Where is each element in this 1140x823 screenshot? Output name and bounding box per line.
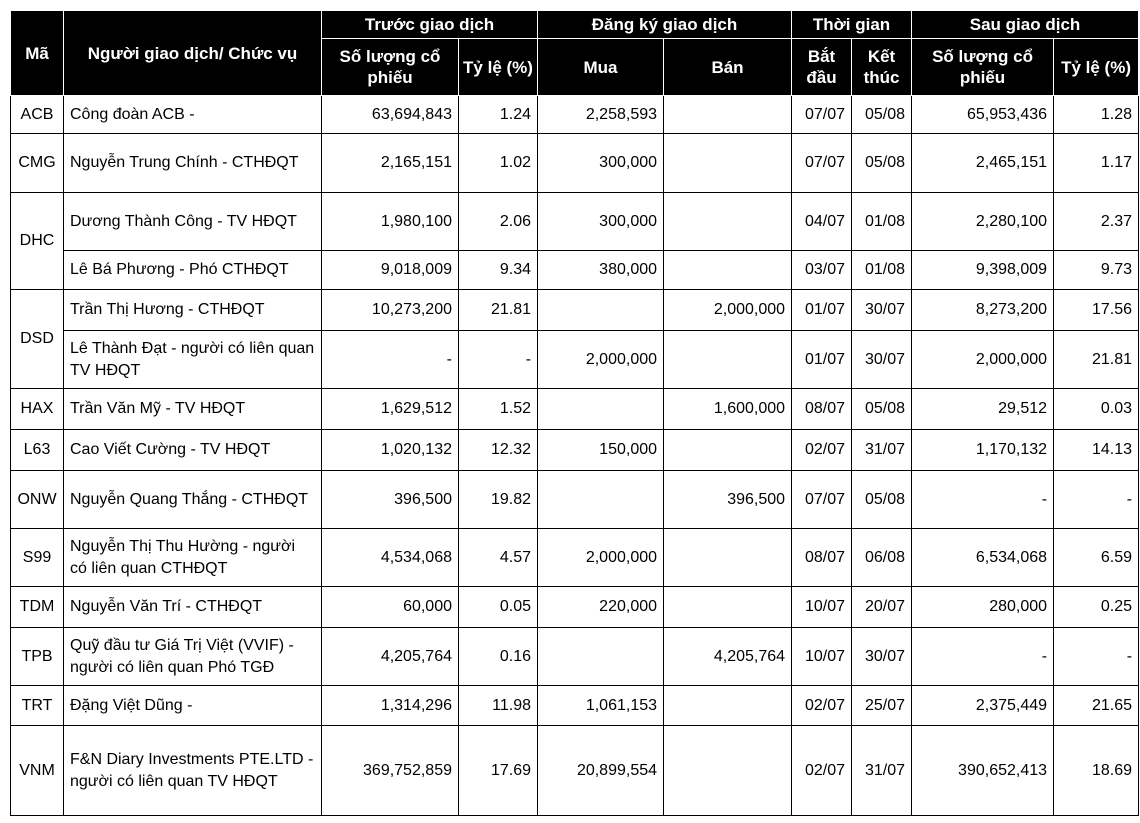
trader-name: Trần Thị Hương - CTHĐQT [64, 290, 322, 331]
trader-name: Công đoàn ACB - [64, 96, 322, 134]
after-pct: 21.81 [1054, 331, 1139, 389]
sell-qty [664, 686, 792, 726]
after-pct: 18.69 [1054, 726, 1139, 816]
sell-qty [664, 96, 792, 134]
before-qty: 1,020,132 [322, 430, 459, 471]
after-qty: 2,375,449 [912, 686, 1054, 726]
stock-code: ONW [11, 471, 64, 529]
sell-qty [664, 251, 792, 290]
end-date: 05/08 [852, 134, 912, 193]
start-date: 08/07 [792, 529, 852, 587]
table-row [11, 430, 1139, 471]
before-qty: 60,000 [322, 587, 459, 628]
table-row [11, 251, 1139, 290]
after-pct: 6.59 [1054, 529, 1139, 587]
trader-name: Đặng Việt Dũng - [64, 686, 322, 726]
stock-code: DSD [11, 290, 64, 389]
sell-qty [664, 134, 792, 193]
table-body [11, 96, 1139, 816]
table-row [11, 686, 1139, 726]
table-row [11, 96, 1139, 134]
after-qty: 8,273,200 [912, 290, 1054, 331]
table-row [11, 628, 1139, 686]
end-date: 25/07 [852, 686, 912, 726]
stock-code: TPB [11, 628, 64, 686]
before-pct: 1.52 [459, 389, 538, 430]
before-qty: 1,314,296 [322, 686, 459, 726]
buy-qty: 1,061,153 [538, 686, 664, 726]
header-mua: Mua [538, 39, 664, 96]
table-row [11, 529, 1139, 587]
sell-qty [664, 529, 792, 587]
before-pct: 19.82 [459, 471, 538, 529]
end-date: 20/07 [852, 587, 912, 628]
before-qty: 4,534,068 [322, 529, 459, 587]
header-bat-dau: Bắt đầu [792, 39, 852, 96]
before-pct: 4.57 [459, 529, 538, 587]
trader-name: Cao Viết Cường - TV HĐQT [64, 430, 322, 471]
after-pct: 1.28 [1054, 96, 1139, 134]
sell-qty: 1,600,000 [664, 389, 792, 430]
after-pct: 21.65 [1054, 686, 1139, 726]
before-qty: - [322, 331, 459, 389]
after-pct: 1.17 [1054, 134, 1139, 193]
start-date: 10/07 [792, 587, 852, 628]
trader-name: F&N Diary Investments PTE.LTD - người có liên quan TV HĐQT [64, 726, 322, 816]
sell-qty [664, 193, 792, 251]
after-qty: 2,000,000 [912, 331, 1054, 389]
before-qty: 10,273,200 [322, 290, 459, 331]
sell-qty [664, 331, 792, 389]
before-pct: 2.06 [459, 193, 538, 251]
before-pct: 12.32 [459, 430, 538, 471]
after-qty: 280,000 [912, 587, 1054, 628]
header-thoi-gian: Thời gian [792, 11, 912, 39]
end-date: 01/08 [852, 251, 912, 290]
start-date: 03/07 [792, 251, 852, 290]
start-date: 01/07 [792, 331, 852, 389]
after-qty: 9,398,009 [912, 251, 1054, 290]
after-pct: - [1054, 628, 1139, 686]
end-date: 05/08 [852, 471, 912, 529]
sell-qty [664, 726, 792, 816]
after-pct: 0.25 [1054, 587, 1139, 628]
sell-qty [664, 587, 792, 628]
start-date: 07/07 [792, 471, 852, 529]
before-pct: 11.98 [459, 686, 538, 726]
stock-code: TDM [11, 587, 64, 628]
after-qty: 6,534,068 [912, 529, 1054, 587]
buy-qty: 2,000,000 [538, 331, 664, 389]
before-pct: 21.81 [459, 290, 538, 331]
after-qty: 2,280,100 [912, 193, 1054, 251]
stock-code: S99 [11, 529, 64, 587]
after-pct: 14.13 [1054, 430, 1139, 471]
trader-name: Lê Thành Đạt - người có liên quan TV HĐQT [64, 331, 322, 389]
stock-code: ACB [11, 96, 64, 134]
start-date: 02/07 [792, 686, 852, 726]
insider-trading-table [10, 10, 1139, 816]
end-date: 05/08 [852, 389, 912, 430]
start-date: 04/07 [792, 193, 852, 251]
buy-qty: 150,000 [538, 430, 664, 471]
buy-qty: 2,258,593 [538, 96, 664, 134]
sell-qty [664, 430, 792, 471]
table-header [11, 11, 1139, 96]
buy-qty: 220,000 [538, 587, 664, 628]
buy-qty: 300,000 [538, 193, 664, 251]
header-truoc-giao-dich: Trước giao dịch [322, 11, 538, 39]
end-date: 30/07 [852, 290, 912, 331]
header-dang-ky-giao-dich: Đăng ký giao dịch [538, 11, 792, 39]
start-date: 02/07 [792, 430, 852, 471]
before-qty: 4,205,764 [322, 628, 459, 686]
buy-qty [538, 471, 664, 529]
header-ban: Bán [664, 39, 792, 96]
before-qty: 369,752,859 [322, 726, 459, 816]
stock-code: CMG [11, 134, 64, 193]
end-date: 31/07 [852, 430, 912, 471]
after-qty: - [912, 471, 1054, 529]
before-pct: - [459, 331, 538, 389]
header-sau-giao-dich: Sau giao dịch [912, 11, 1139, 39]
header-ty-le-truoc: Tỷ lệ (%) [459, 39, 538, 96]
before-qty: 63,694,843 [322, 96, 459, 134]
after-qty: 65,953,436 [912, 96, 1054, 134]
after-pct: 2.37 [1054, 193, 1139, 251]
before-pct: 1.24 [459, 96, 538, 134]
buy-qty [538, 290, 664, 331]
after-qty: 1,170,132 [912, 430, 1054, 471]
end-date: 30/07 [852, 628, 912, 686]
table-row [11, 389, 1139, 430]
before-pct: 1.02 [459, 134, 538, 193]
after-qty: - [912, 628, 1054, 686]
buy-qty: 300,000 [538, 134, 664, 193]
buy-qty: 380,000 [538, 251, 664, 290]
end-date: 31/07 [852, 726, 912, 816]
after-qty: 29,512 [912, 389, 1054, 430]
before-pct: 17.69 [459, 726, 538, 816]
end-date: 30/07 [852, 331, 912, 389]
header-so-luong-sau: Số lượng cổ phiếu [912, 39, 1054, 96]
stock-code: DHC [11, 193, 64, 290]
stock-code: HAX [11, 389, 64, 430]
stock-code: L63 [11, 430, 64, 471]
buy-qty [538, 628, 664, 686]
sell-qty: 396,500 [664, 471, 792, 529]
table-row [11, 471, 1139, 529]
end-date: 06/08 [852, 529, 912, 587]
after-qty: 2,465,151 [912, 134, 1054, 193]
trader-name: Nguyễn Văn Trí - CTHĐQT [64, 587, 322, 628]
start-date: 07/07 [792, 96, 852, 134]
trader-name: Nguyễn Trung Chính - CTHĐQT [64, 134, 322, 193]
header-nguoi-giao-dich: Người giao dịch/ Chức vụ [64, 11, 322, 96]
table-row [11, 193, 1139, 251]
start-date: 08/07 [792, 389, 852, 430]
stock-code: VNM [11, 726, 64, 816]
header-ket-thuc: Kết thúc [852, 39, 912, 96]
before-pct: 9.34 [459, 251, 538, 290]
trader-name: Lê Bá Phương - Phó CTHĐQT [64, 251, 322, 290]
header-so-luong-truoc: Số lượng cổ phiếu [322, 39, 459, 96]
start-date: 02/07 [792, 726, 852, 816]
before-pct: 0.05 [459, 587, 538, 628]
header-row-top [11, 11, 1139, 39]
trader-name: Quỹ đầu tư Giá Trị Việt (VVIF) - người có liên quan Phó TGĐ [64, 628, 322, 686]
trader-name: Nguyễn Quang Thắng - CTHĐQT [64, 471, 322, 529]
trader-name: Trần Văn Mỹ - TV HĐQT [64, 389, 322, 430]
trader-name: Dương Thành Công - TV HĐQT [64, 193, 322, 251]
after-pct: 0.03 [1054, 389, 1139, 430]
buy-qty: 2,000,000 [538, 529, 664, 587]
before-qty: 9,018,009 [322, 251, 459, 290]
before-qty: 1,629,512 [322, 389, 459, 430]
table-row [11, 726, 1139, 816]
buy-qty [538, 389, 664, 430]
after-pct: 9.73 [1054, 251, 1139, 290]
table-row [11, 587, 1139, 628]
trader-name: Nguyễn Thị Thu Hường - người có liên quan CTHĐQT [64, 529, 322, 587]
start-date: 01/07 [792, 290, 852, 331]
after-qty: 390,652,413 [912, 726, 1054, 816]
header-ty-le-sau: Tỷ lệ (%) [1054, 39, 1139, 96]
before-qty: 396,500 [322, 471, 459, 529]
end-date: 01/08 [852, 193, 912, 251]
before-qty: 2,165,151 [322, 134, 459, 193]
table-row [11, 290, 1139, 331]
start-date: 07/07 [792, 134, 852, 193]
start-date: 10/07 [792, 628, 852, 686]
end-date: 05/08 [852, 96, 912, 134]
after-pct: - [1054, 471, 1139, 529]
stock-code: TRT [11, 686, 64, 726]
table-row [11, 331, 1139, 389]
sell-qty: 2,000,000 [664, 290, 792, 331]
header-ma: Mã [11, 11, 64, 96]
before-qty: 1,980,100 [322, 193, 459, 251]
table-row [11, 134, 1139, 193]
after-pct: 17.56 [1054, 290, 1139, 331]
sell-qty: 4,205,764 [664, 628, 792, 686]
buy-qty: 20,899,554 [538, 726, 664, 816]
before-pct: 0.16 [459, 628, 538, 686]
